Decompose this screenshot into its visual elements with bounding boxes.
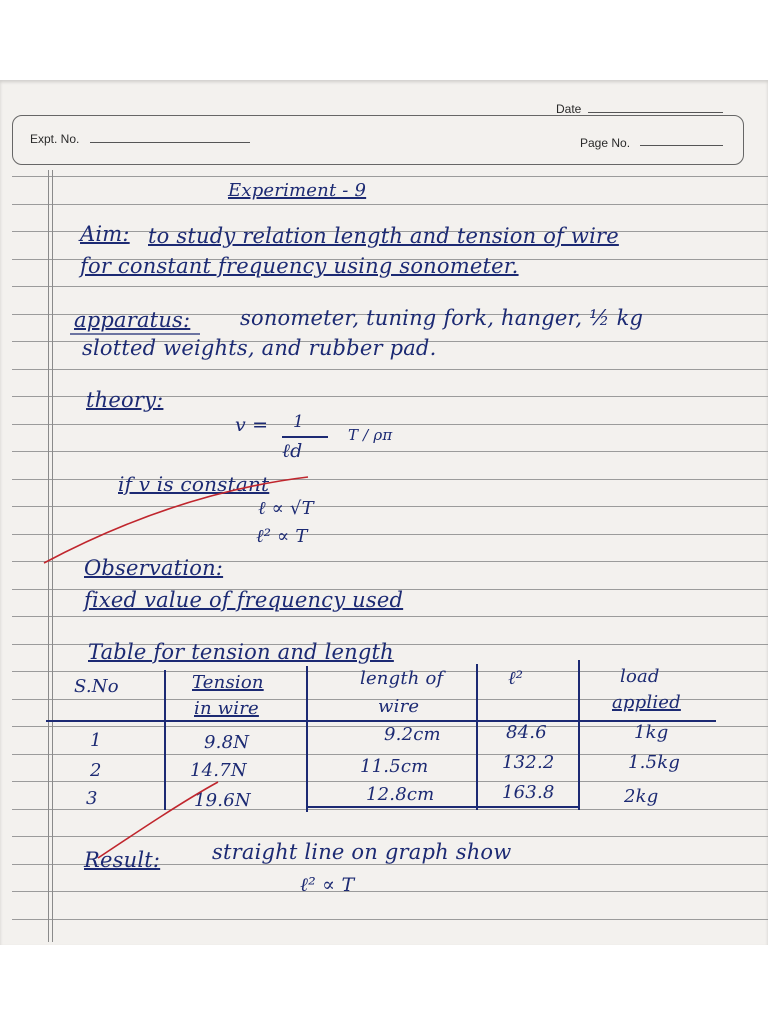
date-label: Date [556,102,582,116]
formula-denominator: ℓd [282,440,303,462]
formula-numerator: 1 [293,412,305,432]
result-heading: Result: [84,848,161,872]
table-cell-tension: 19.6N [194,790,251,811]
table-cell-sno: 3 [86,788,98,809]
table-cell-load: 1kg [634,722,669,743]
col-header-load-1: load [620,666,660,687]
table-cell-length: 12.8cm [366,784,435,805]
col-header-sno: S.No [74,676,119,697]
table-cell-length: 11.5cm [360,756,429,777]
table-cell-sno: 2 [90,760,102,781]
theory-heading: theory: [86,388,164,412]
table-cell-load: 2kg [624,786,659,807]
table-cell-sno: 1 [90,730,102,751]
col-header-tension-2: in wire [194,698,259,719]
table-cell-l-squared: 163.8 [502,782,555,803]
aim-heading: Aim: [80,222,130,246]
apparatus-text-1: sonometer, tuning fork, hanger, ½ kg [240,306,644,330]
proportionality-1: ℓ ∝ √T [258,498,314,519]
apparatus-text-2: slotted weights, and rubber pad. [82,336,437,360]
result-formula: ℓ² ∝ T [300,874,355,896]
table-cell-tension: 14.7N [190,760,247,781]
col-header-tension-1: Tension [192,672,264,693]
page-no-label: Page No. [580,136,631,150]
table-cell-l-squared: 84.6 [506,722,547,743]
aim-text-1: to study relation length and tension of wire [148,224,619,248]
table-cell-length: 9.2cm [384,724,441,745]
col-header-length-2: wire [378,696,420,717]
formula-root: T / ρπ [348,426,393,444]
col-header-l-squared: ℓ² [508,668,524,689]
table-cell-l-squared: 132.2 [502,752,555,773]
col-header-length-1: length of [360,668,444,689]
table-title: Table for tension and length [88,640,394,664]
observation-text: fixed value of frequency used [84,588,404,612]
page-title: Experiment - 9 [228,180,367,201]
red-check-stroke [44,477,308,563]
observation-heading: Observation: [84,556,224,580]
red-check-stroke [98,782,218,858]
table-cell-tension: 9.8N [204,732,250,753]
result-text: straight line on graph show [212,840,512,864]
col-header-load-2: applied [612,692,681,713]
proportionality-2: ℓ² ∝ T [256,526,308,547]
apparatus-heading: apparatus: [74,308,191,332]
aim-text-2: for constant frequency using sonometer. [80,254,519,278]
table-cell-load: 1.5kg [628,752,681,773]
expt-no-label: Expt. No. [30,132,80,146]
condition-text: if v is constant [118,472,270,496]
formula-v: v = [235,414,269,436]
